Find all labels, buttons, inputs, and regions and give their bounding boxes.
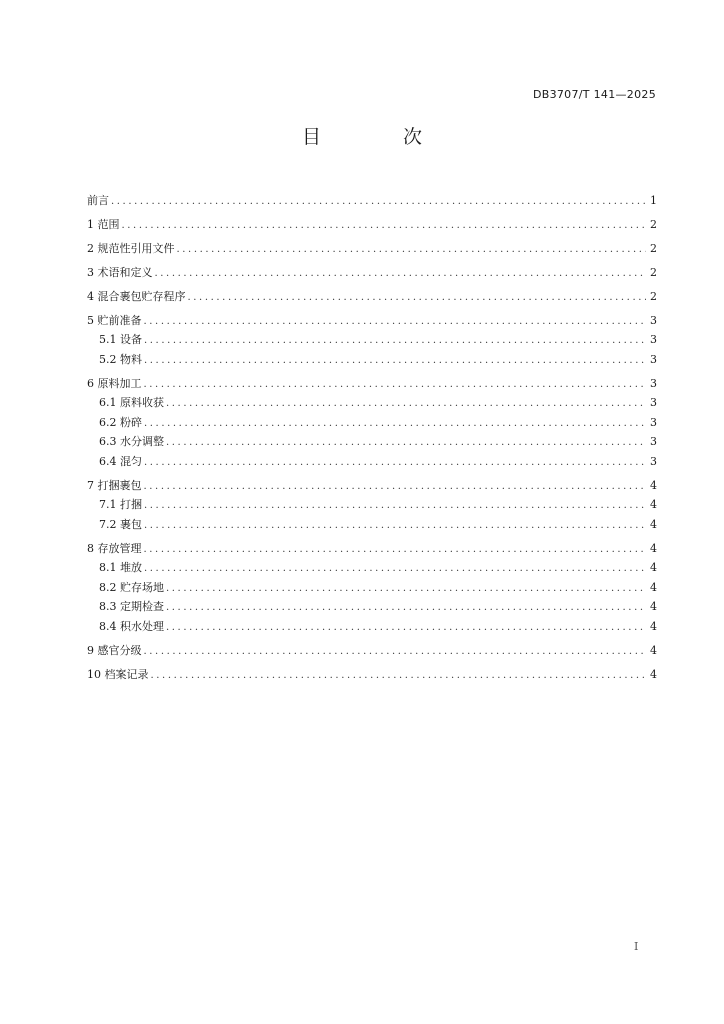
toc-entry-label: 7.1 打捆	[99, 498, 142, 511]
toc-leader-dots	[144, 375, 647, 394]
toc-entry-page: 4	[650, 561, 657, 574]
toc-entry-label: 6.2 粉碎	[99, 415, 142, 429]
toc-entry-page: 3	[650, 396, 657, 409]
toc-entry-2[interactable]	[87, 239, 657, 259]
toc-entry-label: 3 术语和定义	[87, 265, 153, 279]
toc-entry-label: 6 原料加工	[87, 376, 142, 390]
toc-entry-page: 2	[650, 241, 657, 255]
toc-entry-6-1[interactable]	[87, 393, 657, 413]
toc-entry-label: 10 档案记录	[87, 667, 149, 681]
toc-title: 目 次	[301, 126, 461, 148]
toc-leader-dots	[111, 192, 646, 211]
toc-entry-label: 8.4 积水处理	[99, 619, 164, 633]
toc-entry-page: 2	[650, 265, 657, 279]
toc-entry-page: 4	[650, 619, 657, 633]
toc-entry-label: 4 混合裹包贮存程序	[87, 289, 186, 303]
toc-leader-dots	[144, 477, 647, 496]
toc-entry-foreword[interactable]	[87, 191, 657, 211]
toc-entry-5-1[interactable]	[87, 330, 657, 350]
toc-entry-page: 2	[650, 217, 657, 231]
toc-leader-dots	[144, 559, 646, 578]
toc-entry-label: 9 感官分级	[87, 643, 142, 657]
toc-entry-7[interactable]	[87, 476, 657, 496]
toc-entry-label: 7.2 裹包	[99, 517, 142, 531]
toc-entry-label: 8.1 堆放	[99, 561, 142, 574]
toc-entry-6-2[interactable]	[87, 413, 657, 433]
toc-entry-8-1[interactable]	[87, 558, 657, 578]
toc-entry-page: 4	[650, 643, 657, 657]
toc-entry-label: 8.2 贮存场地	[99, 580, 164, 594]
toc-leader-dots	[144, 312, 647, 331]
toc-leader-dots	[144, 516, 646, 535]
toc-entry-page: 3	[650, 333, 657, 346]
toc-entry-label: 6.1 原料收获	[99, 396, 164, 409]
toc-entry-5[interactable]	[87, 311, 657, 331]
toc-entry-page: 3	[650, 376, 657, 390]
toc-entry-8-2[interactable]	[87, 578, 657, 598]
toc-entry-label: 7 打捆裹包	[87, 478, 142, 492]
toc-leader-dots	[144, 642, 647, 661]
toc-entry-6-4[interactable]	[87, 452, 657, 472]
toc-entry-page: 4	[650, 517, 657, 531]
toc-entry-4[interactable]	[87, 287, 657, 307]
toc-entry-label: 8.3 定期检查	[99, 600, 164, 613]
toc-leader-dots	[144, 351, 646, 370]
toc-leader-dots	[166, 618, 646, 637]
toc-entry-8-4[interactable]	[87, 617, 657, 637]
toc-entry-page: 4	[650, 478, 657, 492]
toc-leader-dots	[144, 414, 646, 433]
toc-leader-dots	[166, 579, 646, 598]
toc-entry-page: 3	[650, 454, 657, 468]
toc-leader-dots	[166, 433, 646, 452]
toc-entry-label: 5.1 设备	[99, 333, 142, 346]
toc-entry-label: 5.2 物料	[99, 352, 142, 366]
toc-leader-dots	[144, 331, 646, 350]
toc-leader-dots	[144, 496, 646, 515]
toc-entry-label: 6.3 水分调整	[99, 435, 164, 448]
toc-leader-dots	[166, 598, 646, 617]
toc-entry-9[interactable]	[87, 641, 657, 661]
toc-leader-dots	[155, 264, 647, 283]
table-of-contents	[87, 186, 657, 684]
toc-entry-6[interactable]	[87, 374, 657, 394]
toc-entry-8[interactable]	[87, 539, 657, 559]
toc-leader-dots	[166, 394, 646, 413]
toc-entry-label: 6.4 混匀	[99, 454, 142, 468]
toc-entry-page: 3	[650, 313, 657, 327]
toc-entry-page: 4	[650, 600, 657, 613]
toc-leader-dots	[177, 240, 647, 259]
toc-entry-5-2[interactable]	[87, 350, 657, 370]
toc-leader-dots	[144, 540, 647, 559]
toc-entry-label: 1 范围	[87, 217, 120, 231]
toc-leader-dots	[122, 216, 647, 235]
toc-entry-3[interactable]	[87, 263, 657, 283]
toc-entry-label: 8 存放管理	[87, 541, 142, 555]
toc-entry-10[interactable]	[87, 665, 657, 685]
toc-entry-page: 3	[650, 352, 657, 366]
page-number: I	[634, 940, 639, 953]
toc-entry-8-3[interactable]	[87, 597, 657, 617]
toc-entry-page: 3	[650, 415, 657, 429]
toc-entry-page: 3	[650, 435, 657, 448]
toc-entry-page: 4	[650, 498, 657, 511]
toc-entry-page: 4	[650, 541, 657, 555]
toc-entry-1[interactable]	[87, 215, 657, 235]
toc-leader-dots	[188, 288, 647, 307]
toc-entry-page: 1	[650, 193, 657, 207]
toc-entry-label: 前言	[87, 193, 109, 207]
toc-leader-dots	[151, 666, 647, 685]
toc-entry-7-2[interactable]	[87, 515, 657, 535]
toc-entry-label: 2 规范性引用文件	[87, 241, 175, 255]
toc-entry-label: 5 贮前准备	[87, 313, 142, 327]
toc-leader-dots	[144, 453, 646, 472]
toc-entry-7-1[interactable]	[87, 495, 657, 515]
toc-entry-6-3[interactable]	[87, 432, 657, 452]
toc-entry-page: 4	[650, 580, 657, 594]
document-code: DB3707/T 141—2025	[532, 88, 656, 101]
toc-entry-page: 4	[650, 667, 657, 681]
toc-entry-page: 2	[650, 289, 657, 303]
